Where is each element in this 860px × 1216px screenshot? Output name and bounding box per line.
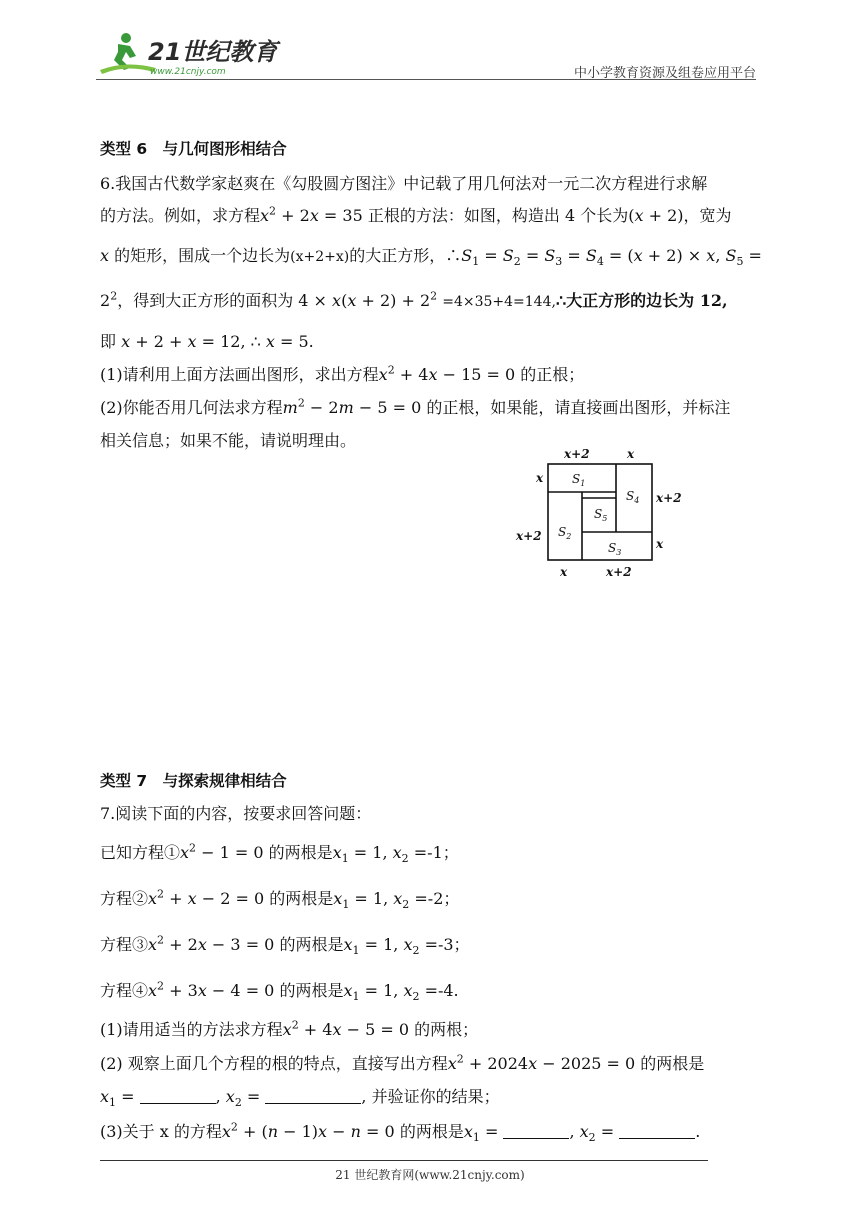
s6-intro-line3: x 的矩形，围成一个边长为(x+2+x)的大正方形，$\therefore S_1 = S_2 = S_3 = S_4 = (x + 2) \times x$, $S_5$ = [100,246,762,269]
s7-equation4: 方程$④x^2 + 3x - 4 = 0$ 的两根是$x_1 = 1$, $x_2 =-4$. [100,979,459,1004]
label-right-bottom: x [656,537,664,551]
label-top-left: x+2 [564,447,590,461]
s7-equation2: 方程$②x^2 + x - 2 = 0$ 的两根是$x_1 = 1$, $x_2 =-2$； [100,887,460,912]
label-s2: $S_2$ [558,525,572,541]
s6-intro-line5: 即 x + 2 + x = 12, ∴ x = 5. [100,332,314,351]
blank-n-x2[interactable] [619,1124,695,1139]
s7-equation1: 已知方程$①x^2 - 1 = 0$ 的两根是$x_1 = 1$, $x_2 =-1$； [100,841,459,866]
s6-question1: (1)请利用上面方法画出图形，求出方程$x^2 + 4x - 15 = 0$ 的正根； [100,363,585,384]
blank-x1[interactable] [140,1089,216,1104]
s6-question2: (2)你能否用几何法求方程$m^2 - 2m - 5 = 0$ 的正根，如果能，请直接画出图形，并标注 [100,396,731,417]
svg-text:www.21cnjy.com: www.21cnjy.com [150,67,226,77]
blank-x2[interactable] [265,1089,361,1104]
svg-text:21世纪教育: 21世纪教育 [148,38,278,66]
s7-question3: (3)关于 x 的方程$x^2 + (n - 1)x - n = 0$ 的两根是$x_1$ = , $x_2$ = . [100,1120,701,1145]
platform-name: 中小学教育资源及组卷应用平台 [573,66,756,81]
s7-question1: (1)请用适当的方法求方程$x^2 + 4x - 5 = 0$ 的两根； [100,1018,479,1039]
s6-intro-line2: 的方法。例如，求方程$x^2 + 2x = 35$ 正根的方法：如图，构造出 4 个长为(x + 2)，宽为 [100,204,732,225]
s7-question2-answer: $x_1$ = , $x_2$ = , 并验证你的结果； [100,1087,500,1110]
label-s4: $S_4$ [626,489,640,505]
label-s1: $S_1$ [572,472,586,488]
section7-title: 类型 7 与探索规律相结合 [100,772,287,790]
logo-21cnjy [96,30,296,80]
label-left-top: x [536,471,544,485]
zhao-shuang-square-diagram [510,440,690,590]
header-divider [96,79,756,80]
page-header [96,30,756,80]
s6-intro-line4: $2^2$，得到大正方形的面积为 $4 \times x(x + 2) + 2^2$ =4×35+4=144,∴大正方形的边长为 12, [100,289,728,310]
label-left-bottom: x+2 [516,529,542,543]
label-bottom-left: x [560,565,568,579]
footer-divider [100,1160,708,1161]
footer-text: 21 世纪教育网(www.21cnjy.com) [335,1168,525,1182]
label-bottom-right: x+2 [606,565,632,579]
s7-question2: (2) 观察上面几个方程的根的特点，直接写出方程$x^2 + 2024x - 2025 = 0$ 的两根是 [100,1052,705,1073]
label-s5: $S_5$ [594,507,608,523]
section6-title: 类型 6 与几何图形相结合 [100,140,287,158]
label-right-top: x+2 [656,491,682,505]
s7-intro: 7.阅读下面的内容，按要求回答问题： [100,804,372,823]
s6-question2-cont: 相关信息；如果不能，请说明理由。 [100,431,357,450]
blank-n-x1[interactable] [503,1124,569,1139]
s7-equation3: 方程$③x^2 + 2x - 3 = 0$ 的两根是$x_1 = 1$, $x_2 =-3$； [100,933,470,958]
label-top-right: x [627,447,635,461]
s6-intro-line1: 6.我国古代数学家赵爽在《勾股圆方图注》中记载了用几何法对一元二次方程进行求解 [100,174,708,193]
label-s3: $S_3$ [608,541,622,557]
